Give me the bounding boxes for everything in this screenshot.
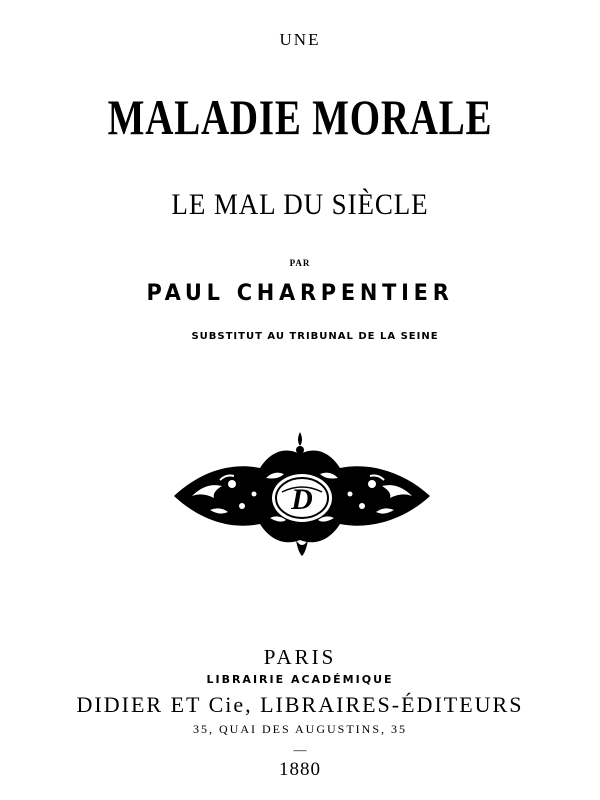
author-title: SUBSTITUT AU TRIBUNAL DE LA SEINE — [191, 331, 439, 342]
author-name: PAUL CHARPENTIER — [146, 281, 454, 306]
imprint-separator: — — [293, 742, 307, 757]
imprint-city: PARIS — [263, 645, 337, 669]
imprint-library: LIBRAIRIE ACADÉMIQUE — [206, 673, 394, 686]
imprint-publisher: DIDIER ET Cie, LIBRAIRES-ÉDITEURS — [76, 692, 524, 717]
title-prefix: UNE — [279, 30, 321, 49]
by-word: PAR — [289, 258, 311, 268]
imprint-year: 1880 — [279, 759, 321, 780]
svg-text:D: D — [291, 483, 313, 516]
subtitle: LE MAL DU SIÈCLE — [171, 188, 429, 221]
ornament-icon — [170, 432, 434, 560]
imprint-address: 35, QUAI DES AUGUSTINS, 35 — [192, 722, 407, 736]
main-title: MALADIE MORALE — [107, 89, 493, 145]
